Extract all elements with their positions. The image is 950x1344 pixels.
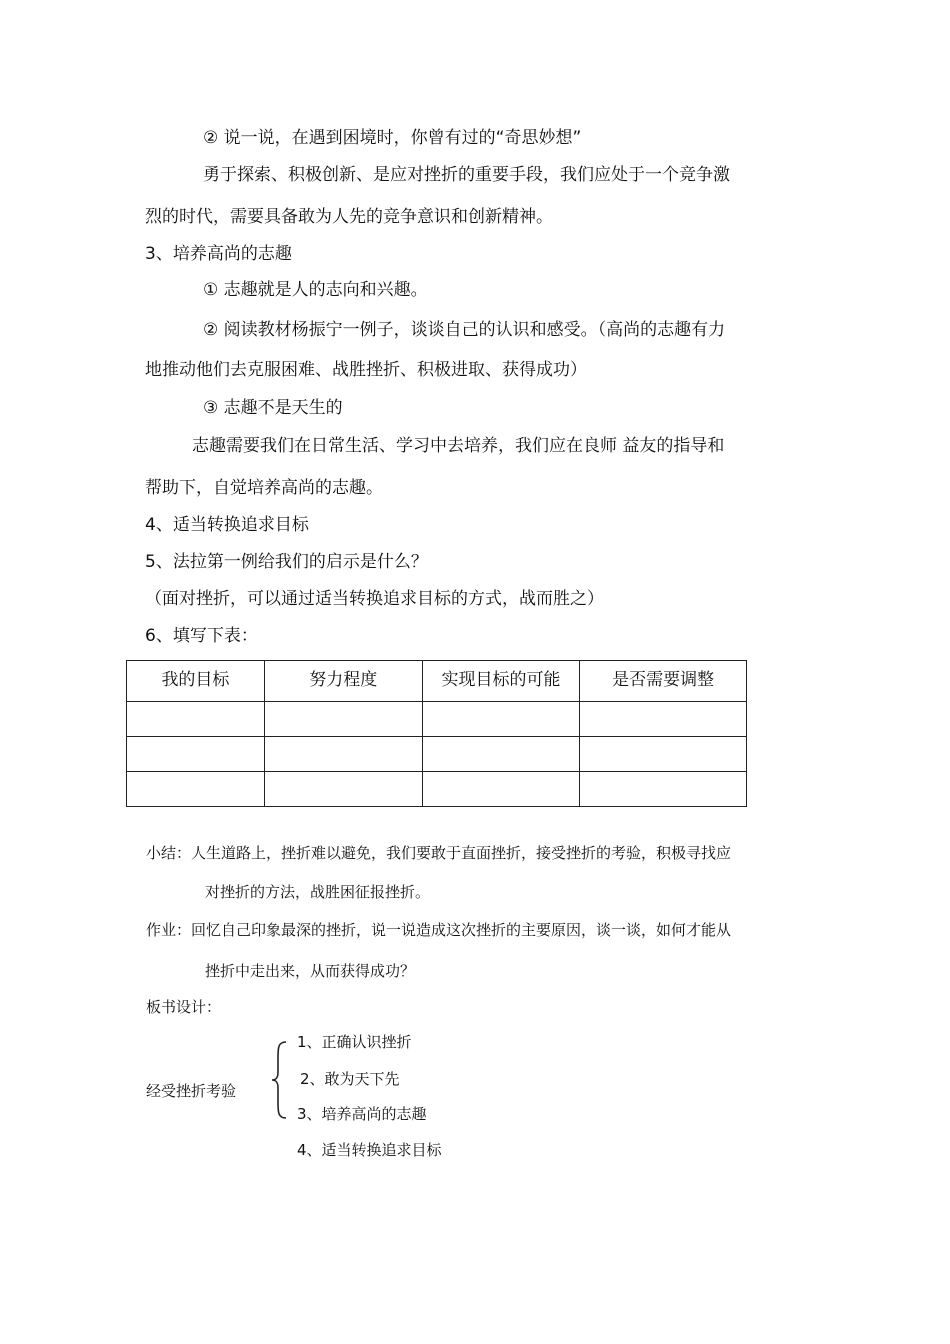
text-line-5: ① 志趣就是人的志向和兴趣。 [203, 280, 428, 300]
table-cell [422, 772, 580, 807]
homework-line-1: 作业：回忆自己印象最深的挫折，说一说造成这次挫折的主要原因，谈一谈，如何才能从 [146, 921, 732, 939]
table-header-row [127, 661, 747, 702]
board-topic: 经受挫折考验 [146, 1082, 237, 1100]
table-cell [264, 702, 422, 737]
section-heading-6: 6、填写下表： [145, 626, 258, 646]
curly-brace-icon [270, 1040, 292, 1120]
goals-table [126, 660, 747, 807]
table-cell [264, 772, 422, 807]
table-cell [580, 702, 747, 737]
text-line-10: 帮助下，自觉培养高尚的志趣。 [145, 478, 383, 498]
table-cell [127, 737, 265, 772]
table-cell [422, 702, 580, 737]
table-header-cell: 是否需要调整 [580, 661, 747, 702]
section-heading-4: 4、适当转换追求目标 [145, 515, 309, 535]
text-line-3: 烈的时代，需要具备敢为人先的竞争意识和创新精神。 [145, 207, 553, 227]
table-cell [127, 772, 265, 807]
table-cell [127, 702, 265, 737]
table-cell [580, 772, 747, 807]
table-cell [422, 737, 580, 772]
table-row [127, 737, 747, 772]
text-line-9: 志趣需要我们在日常生活、学习中去培养，我们应在良师 益友的指导和 [192, 436, 725, 456]
table-header-cell: 我的目标 [127, 661, 265, 702]
text-line-6: ② 阅读教材杨振宁一例子，谈谈自己的认识和感受。（高尚的志趣有力 [203, 320, 726, 340]
summary-line-2: 对挫折的方法，战胜困征报挫折。 [205, 883, 431, 901]
table-header-cell: 努力程度 [264, 661, 422, 702]
homework-line-2: 挫折中走出来，从而获得成功？ [205, 962, 416, 980]
board-heading: 板书设计： [146, 998, 222, 1016]
summary-line-1: 小结：人生道路上，挫折难以避免，我们要敢于直面挫折，接受挫折的考验，积极寻找应 [146, 844, 732, 862]
text-line-13: （面对挫折，可以通过适当转换追求目标的方式，战而胜之） [145, 589, 604, 609]
text-line-2: 勇于探索、积极创新、是应对挫折的重要手段，我们应处于一个竞争激 [203, 165, 730, 185]
board-item-2: 2、敢为天下先 [300, 1070, 400, 1088]
table-cell [264, 737, 422, 772]
table-row [127, 772, 747, 807]
text-line-7: 地推动他们去克服困难、战胜挫折、积极进取、获得成功） [145, 360, 587, 380]
section-heading-5: 5、法拉第一例给我们的启示是什么？ [145, 552, 428, 572]
board-item-1: 1、正确认识挫折 [297, 1033, 412, 1051]
text-line-8: ③ 志趣不是天生的 [203, 398, 343, 418]
table-cell [580, 737, 747, 772]
table-row [127, 702, 747, 737]
board-item-4: 4、适当转换追求目标 [297, 1141, 442, 1159]
table-header-cell: 实现目标的可能 [422, 661, 580, 702]
text-line-1: ② 说一说，在遇到困境时，你曾有过的“奇思妙想” [203, 128, 582, 148]
board-item-3: 3、培养高尚的志趣 [297, 1105, 427, 1123]
section-heading-3: 3、培养高尚的志趣 [145, 244, 292, 264]
